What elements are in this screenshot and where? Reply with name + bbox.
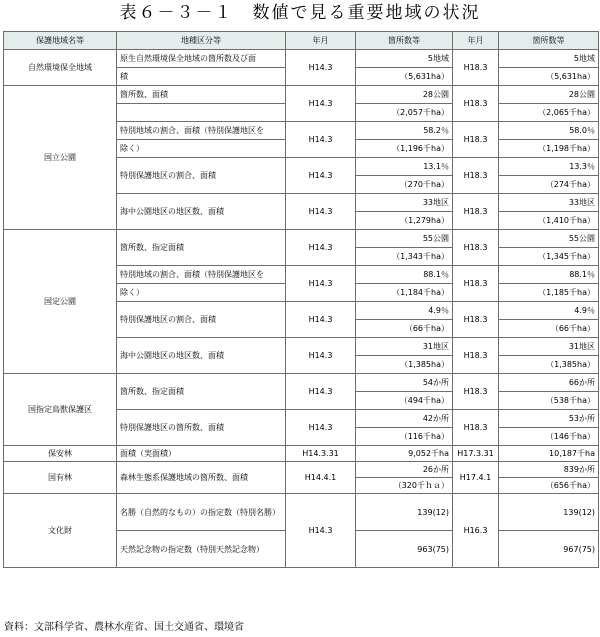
- date-cell: H18.3: [453, 338, 499, 374]
- date-cell: H18.3: [453, 158, 499, 194]
- category-cell: 特別地域の割合、面積（特別保護地区を: [117, 266, 286, 284]
- date-cell: H14.3: [286, 494, 356, 568]
- date-cell: H14.3: [286, 302, 356, 338]
- source-note: 資料：文部科学省、農林水産省、国土交通省、環境省: [4, 622, 244, 633]
- area-cell: （5,631ha）: [356, 68, 453, 86]
- category-cell: 原生自然環境保全地域の箇所数及び面: [117, 50, 286, 68]
- count-cell: 139(12): [356, 494, 453, 531]
- area-cell: （320千ｈａ）: [356, 478, 453, 494]
- header-category: 地種区分等: [117, 32, 286, 50]
- category-cell: 特別保護地区の割合、面積: [117, 302, 286, 338]
- count-cell: 58.0％: [499, 122, 599, 140]
- table-row: [4, 50, 599, 68]
- area-cell: （1,410千ha）: [499, 212, 599, 230]
- area-cell: （66千ha）: [356, 320, 453, 338]
- header-row: [4, 32, 599, 50]
- header-count-2: 箇所数等: [499, 32, 599, 50]
- header-area-name: 保護地域名等: [4, 32, 117, 50]
- count-cell: 967(75): [499, 531, 599, 568]
- area-cell: （1,196千ha）: [356, 140, 453, 158]
- category-cell: 箇所数、面積: [117, 86, 286, 104]
- category-cell: 海中公園地区の地区数、面積: [117, 194, 286, 230]
- category-cell: 特別地域の割合、面積（特別保護地区を: [117, 122, 286, 140]
- count-cell: 139(12): [499, 494, 599, 531]
- date-cell: H14.3: [286, 122, 356, 158]
- area-cell: （5,631ha）: [499, 68, 599, 86]
- date-cell: H17.3.31: [453, 446, 499, 462]
- count-cell: 10,187千ha: [499, 446, 599, 462]
- date-cell: H18.3: [453, 194, 499, 230]
- date-cell: H18.3: [453, 122, 499, 158]
- count-cell: 33地区: [499, 194, 599, 212]
- date-cell: H14.3: [286, 374, 356, 410]
- area-cell: （1,385ha）: [499, 356, 599, 374]
- area-cell: （1,343千ha）: [356, 248, 453, 266]
- count-cell: 5地域: [356, 50, 453, 68]
- date-cell: H18.3: [453, 50, 499, 86]
- count-cell: 4.9％: [499, 302, 599, 320]
- area-cell: （116千ha）: [356, 428, 453, 446]
- group-name: 国指定鳥獣保護区: [4, 374, 117, 446]
- date-cell: H14.3: [286, 158, 356, 194]
- category-cell: 除く）: [117, 284, 286, 302]
- area-cell: （1,345千ha）: [499, 248, 599, 266]
- area-cell: （1,185千ha）: [499, 284, 599, 302]
- table-title: 表６－３－１ 数値で見る重要地域の状況: [119, 3, 481, 23]
- area-cell: （538千ha）: [499, 392, 599, 410]
- category-cell: 海中公園地区の地区数、面積: [117, 338, 286, 374]
- count-cell: 66か所: [499, 374, 599, 392]
- header-count-1: 箇所数等: [356, 32, 453, 50]
- header-date-2: 年月: [453, 32, 499, 50]
- count-cell: 31地区: [499, 338, 599, 356]
- category-cell: [117, 104, 286, 122]
- category-cell: 箇所数、指定面積: [117, 374, 286, 410]
- date-cell: H18.3: [453, 410, 499, 446]
- table-row: [4, 494, 599, 531]
- area-cell: （66千ha）: [499, 320, 599, 338]
- area-cell: （2,057千ha）: [356, 104, 453, 122]
- category-cell: 積: [117, 68, 286, 86]
- count-cell: 33地区: [356, 194, 453, 212]
- area-cell: （1,279ha）: [356, 212, 453, 230]
- count-cell: 55公園: [356, 230, 453, 248]
- date-cell: H14.3: [286, 194, 356, 230]
- count-cell: 58.2％: [356, 122, 453, 140]
- count-cell: 28公園: [499, 86, 599, 104]
- area-cell: （270千ha）: [356, 176, 453, 194]
- group-name: 自然環境保全地域: [4, 50, 117, 86]
- category-cell: 森林生態系保護地域の箇所数、面積: [117, 462, 286, 494]
- group-name: 国有林: [4, 462, 117, 494]
- area-cell: （494千ha）: [356, 392, 453, 410]
- category-cell: 箇所数、指定面積: [117, 230, 286, 266]
- area-cell: （1,184千ha）: [356, 284, 453, 302]
- date-cell: H18.3: [453, 86, 499, 122]
- table-row: [4, 374, 599, 392]
- date-cell: H14.3.31: [286, 446, 356, 462]
- date-cell: H14.3: [286, 230, 356, 266]
- group-name: 国定公園: [4, 230, 117, 374]
- count-cell: 839か所: [499, 462, 599, 478]
- count-cell: 9,052千ha: [356, 446, 453, 462]
- date-cell: H17.4.1: [453, 462, 499, 494]
- area-cell: （274千ha）: [499, 176, 599, 194]
- date-cell: H14.3: [286, 410, 356, 446]
- count-cell: 963(75): [356, 531, 453, 568]
- count-cell: 53か所: [499, 410, 599, 428]
- category-cell: 天然記念物の指定数（特別天然記念物）: [117, 531, 286, 568]
- table-row: [4, 86, 599, 104]
- count-cell: 54か所: [356, 374, 453, 392]
- date-cell: H16.3: [453, 494, 499, 568]
- date-cell: H18.3: [453, 374, 499, 410]
- category-cell: 面積（実面積）: [117, 446, 286, 462]
- table-row: [4, 446, 599, 462]
- date-cell: H18.3: [453, 302, 499, 338]
- date-cell: H14.4.1: [286, 462, 356, 494]
- category-cell: 除く）: [117, 140, 286, 158]
- count-cell: 13.3％: [499, 158, 599, 176]
- table-row: [4, 230, 599, 248]
- date-cell: H18.3: [453, 266, 499, 302]
- group-name: 国立公園: [4, 86, 117, 230]
- date-cell: H14.3: [286, 86, 356, 122]
- count-cell: 31地区: [356, 338, 453, 356]
- category-cell: 特別保護地区の箇所数、面積: [117, 410, 286, 446]
- area-cell: （1,198千ha）: [499, 140, 599, 158]
- date-cell: H14.3: [286, 266, 356, 302]
- area-cell: （146千ha）: [499, 428, 599, 446]
- count-cell: 13.1％: [356, 158, 453, 176]
- count-cell: 88.1％: [356, 266, 453, 284]
- area-cell: （1,385ha）: [356, 356, 453, 374]
- count-cell: 5地域: [499, 50, 599, 68]
- header-date-1: 年月: [286, 32, 356, 50]
- area-cell: （2,065千ha）: [499, 104, 599, 122]
- date-cell: H14.3: [286, 338, 356, 374]
- group-name: 文化財: [4, 494, 117, 568]
- count-cell: 28公園: [356, 86, 453, 104]
- important-areas-table: [3, 31, 599, 568]
- count-cell: 88.1％: [499, 266, 599, 284]
- group-name: 保安林: [4, 446, 117, 462]
- count-cell: 55公園: [499, 230, 599, 248]
- date-cell: H14.3: [286, 50, 356, 86]
- area-cell: （656千ha）: [499, 478, 599, 494]
- category-cell: 特別保護地区の割合、面積: [117, 158, 286, 194]
- date-cell: H18.3: [453, 230, 499, 266]
- count-cell: 42か所: [356, 410, 453, 428]
- count-cell: 26か所: [356, 462, 453, 478]
- table-row: [4, 462, 599, 478]
- count-cell: 4.9％: [356, 302, 453, 320]
- category-cell: 名勝（自然的なもの）の指定数（特別名勝）: [117, 494, 286, 531]
